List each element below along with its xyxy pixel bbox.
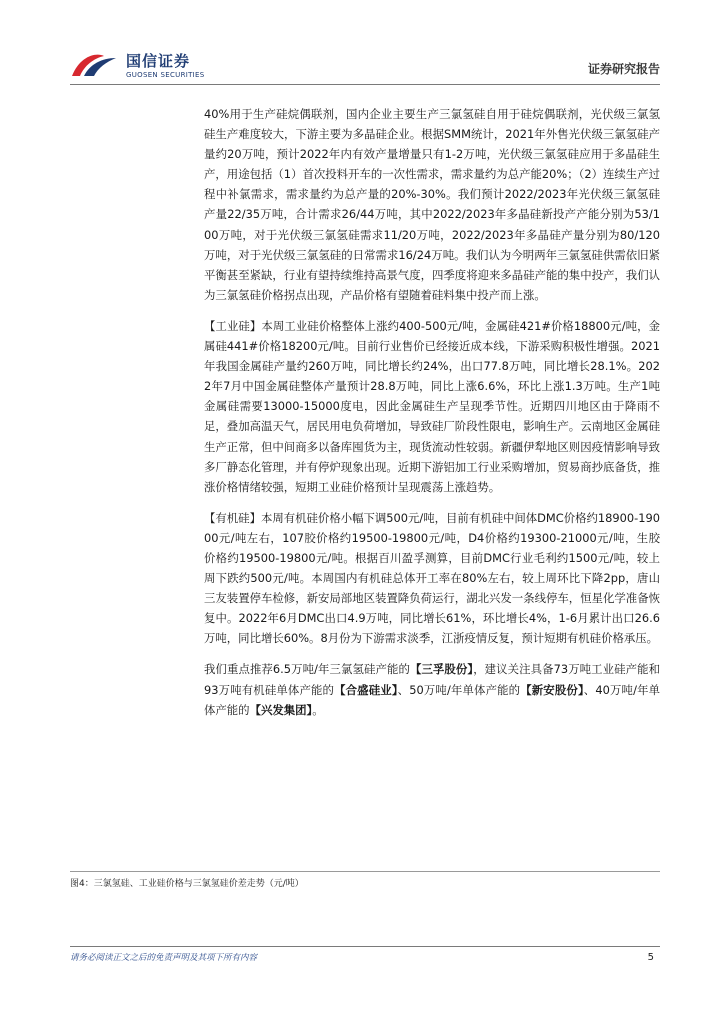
recommendation-text: 、50万吨/年单体产能的 <box>397 682 521 697</box>
footer-disclaimer: 请务必阅读正文之后的免责声明及其项下所有内容 <box>70 953 258 963</box>
paragraph-text: 本周有机硅价格小幅下调500元/吨，目前有机硅中间体DMC价格约18900-19000元/吨左右，107胶价格约19500-19800元/吨，D4价格约19300-21000元/吨，生胶价格约19500-19800元/吨。根据百川盈孚测算，目前DMC行业毛利约1500元/吨，较上周下跌约500元/吨。本周国内有机硅总体开工率在80%左右，较上周环比下降2pp，唐山三友装置停车检修，新安局部地区装置降负荷运行，湖北兴发一条线停车，恒星化学准备恢复中。2022年6月DMC出口4.9万吨，同比增长61%，环比增长4%，1-6月累计出口26.6万吨，同比增长60%。8月份为下游需求淡季，江浙疫情反复，预计短期有机硅价格承压。 <box>204 510 660 646</box>
figure-divider <box>70 871 660 872</box>
report-type-label: 证券研究报告 <box>587 62 660 76</box>
paragraph-text: 40%用于生产硅烷偶联剂，国内企业主要生产三氯氢硅自用于硅烷偶联剂，光伏级三氯氢硅生产难度较大，下游主要为多晶硅企业。根据SMM统计，2021年外售光伏级三氯氢硅产量约20万吨，预计2022年内有效产量增量只有1-2万吨，光伏级三氯氢硅应用于多晶硅生产，用途包括（1）首次投料开车的一次性需求，需求量约为总产能20%；（2）连续生产过程中补氯需求，需求量约为总产量的20%-30%。我们预计2022/2023年光伏级三氯氢硅产量22/35万吨，合计需求26/44万吨，其中2022/2023年多晶硅新投产产能分别为53/100万吨，对于光伏级三氯氢硅需求11/20万吨，2022/2023年多晶硅产量分别为80/120万吨，对于光伏级三氯氢硅的日常需求16/24万吨。我们认为今明两年三氯氢硅供需依旧紧平衡甚至紧缺，行业有望持续维持高景气度，四季度将迎来多晶硅产能的集中投产，我们认为三氯氢硅价格拐点出现，产品价格有望随着硅料集中投产而上涨。 <box>204 107 660 302</box>
paragraph-organic-silicon <box>204 508 660 649</box>
company-hoshine: 【合盛硅业】 <box>334 682 398 697</box>
section-tag: 【工业硅】 <box>204 318 262 333</box>
company-logo <box>70 46 230 86</box>
logo-text-en: GUOSEN SECURITIES <box>126 71 205 79</box>
logo-text-cn: 国信证券 <box>126 52 191 70</box>
recommendation-text: ，建议关注具备73万吨工业硅产能和93万吨有机硅单体产能的 <box>204 662 660 697</box>
recommendation-lead: 我们重点推荐6.5万吨/年三氯氢硅产能的 <box>204 662 410 677</box>
company-sanfu: 【三孚股份】 <box>409 662 474 677</box>
paragraph-recommendation <box>204 659 660 719</box>
figure-caption: 图4：三氯氢硅、工业硅价格与三氯氢硅价差走势（元/吨） <box>70 879 304 889</box>
recommendation-tail: 。 <box>312 702 324 717</box>
footer-divider <box>70 946 660 947</box>
paragraph-text: 本周工业硅价格整体上涨约400-500元/吨，金属硅421#价格18800元/吨，金属硅441#价格18200元/吨。目前行业售价已经接近成本线，下游采购积极性增强。2021年我国金属硅产量约260万吨，同比增长约24%，出口77.8万吨，同比增长28.1%。2022年7月中国金属硅整体产量预计28.8万吨，同比上涨6.6%，环比上涨1.3万吨。生产1吨金属硅需要13000-15000度电，因此金属硅生产呈现季节性。近期四川地区由于降雨不足，叠加高温天气，居民用电负荷增加，导致硅厂阶段性限电，影响生产。云南地区金属硅生产正常，但中间商多以备库囤货为主，现货流动性较弱。新疆伊犁地区则因疫情影响导致多厂静态化管理，并有停炉现象出现。近期下游铝加工行业采购增加，贸易商抄底备货，推涨价格情绪较强，短期工业硅价格预计呈现震荡上涨趋势。 <box>204 318 660 494</box>
paragraph-trichlorosilane <box>204 104 660 305</box>
company-xinan: 【新安股份】 <box>520 682 584 697</box>
section-tag: 【有机硅】 <box>204 510 261 525</box>
paragraph-industrial-silicon <box>204 316 660 497</box>
recommendation-text: 、40万吨/年单体产能的 <box>204 682 661 717</box>
page-number: 5 <box>647 952 654 963</box>
body-content <box>204 104 660 731</box>
logo-mark-icon <box>70 50 120 80</box>
header-divider <box>70 84 660 85</box>
company-xingfa: 【兴发集团】 <box>249 702 313 717</box>
page-header <box>70 46 660 86</box>
